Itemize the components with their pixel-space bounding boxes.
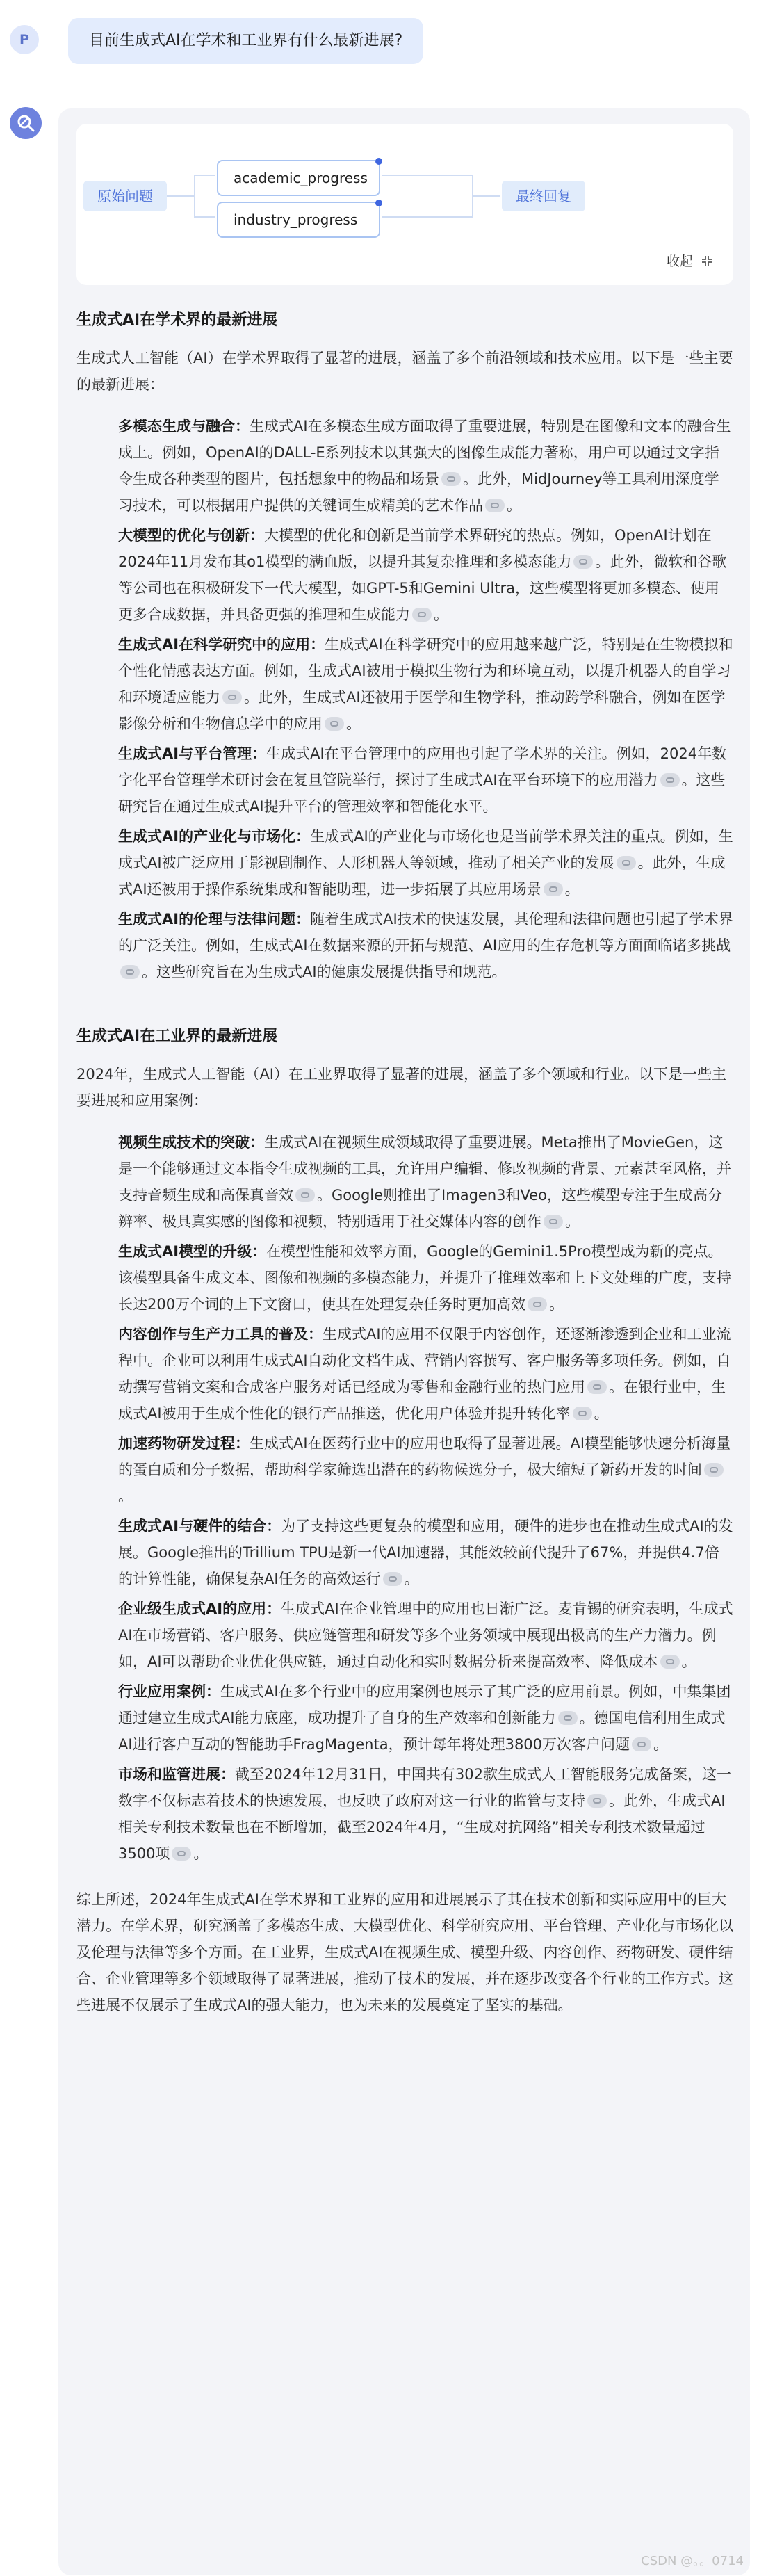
list-item-title: 视频生成技术的突破： [118,1134,264,1151]
node-final-reply[interactable]: 最终回复 [502,181,585,211]
list-item-text: 随着生成式AI技术的快速发展，其伦理和法律问题也引起了学术界的广泛关注。例如，生成式AI在数据来源的开拓与规范、AI应用的生存危机等方面面临诸多挑战 [118,911,733,954]
citation-link-icon[interactable] [172,1847,191,1861]
citation-link-icon[interactable] [573,1407,592,1420]
list-item-text-continued: 。此外，MidJourney等工具利用深度学习技术，可以根据用户提供的关键词生成精美的艺术作品 [118,471,719,514]
citation-link-icon[interactable] [587,1380,607,1394]
list-item: 行业应用案例：生成式AI在多个行业中的应用案例也展示了其广泛的应用前景。例如，中集集团通过建立生成式AI能力底座，成功提升了自身的生产效率和创新能力 。德国电信利用生成式AI进行客户互动的智能助手FragMagenta，预计每年将处理3800万次客户问题 。 [118,1683,731,1753]
list-item-text: 生成式AI的产业化与市场化也是当前学术界关注的重点。例如，生成式AI被广泛应用于影视剧制作、人形机器人等领域，推动了相关产业的发展 [118,828,733,871]
list-item-title: 生成式AI模型的升级： [118,1243,267,1260]
workflow-diagram [76,124,733,285]
list-item-text-continued: 。此外，微软和谷歌等公司也在积极研发下一代大模型，如GPT-5和Gemini Ultra，这些模型将更加多模态、使用更多合成数据，并具备更强的推理和生成能力 [118,553,727,623]
list-item-title: 加速药物研发过程： [118,1435,250,1452]
list-item: 市场和监管进展：截至2024年12月31日，中国共有302款生成式人工智能服务完成备案，这一数字不仅标志着技术的快速发展，也反映了政府对这一行业的监管与支持 。此外，生成式AI相关专利技术数量也在不断增加，截至2024年4月，“生成对抗网络”相关专利技术数量超过3500项 。 [118,1766,731,1862]
list-item-text-continued: 。此外，生成式AI相关专利技术数量也在不断增加，截至2024年4月，“生成对抗网络”相关专利技术数量超过3500项 [118,1792,726,1862]
citation-link-icon[interactable] [441,472,461,486]
list-item-text-continued: 。Google则推出了Imagen3和Veo，这些模型专注于生成高分辨率、极具真实感的图像和视频，特别适用于社交媒体内容的创作 [118,1187,722,1230]
list-item-text-continued: 。德国电信利用生成式AI进行客户互动的智能助手FragMagenta，预计每年将处理3800万次客户问题 [118,1710,726,1753]
assistant-avatar-icon [10,107,42,139]
citation-link-icon[interactable] [485,499,505,512]
answer-content [76,307,733,2018]
list-item-text: 生成式AI在企业管理中的应用也日渐广泛。麦肯锡的研究表明，生成式AI在市场营销、客户服务、供应链管理和研发等多个业务领域中展现出极高的生产力潜力。例如，AI可以帮助企业优化供应链，通过自动化和实时数据分析来提高效率、降低成本 [118,1601,733,1670]
list-item-title: 行业应用案例： [118,1683,220,1700]
list-item-title: 生成式AI的产业化与市场化： [118,828,311,845]
list-item-title: 生成式AI与硬件的结合： [118,1518,281,1534]
list-item-title: 内容创作与生产力工具的普及： [118,1326,323,1343]
list-item-text: 生成式AI在视频生成领域取得了重要进展。Meta推出了MovieGen，这是一个能够通过文本指令生成视频的工具，允许用户编辑、修改视频的背景、元素甚至风格，并支持音频生成和高保真音效 [118,1134,731,1204]
list-item-text-continued: 。这些研究旨在通过生成式AI提升平台的管理效率和智能化水平。 [118,772,726,815]
list-item-title: 生成式AI在科学研究中的应用： [118,636,325,653]
citation-link-icon[interactable] [660,1655,680,1669]
list-item-text: 生成式AI在多个行业中的应用案例也展示了其广泛的应用前景。例如，中集集团通过建立生成式AI能力底座，成功提升了自身的生产效率和创新能力 [118,1683,731,1726]
node-status-dot [375,200,382,206]
list-item-text: 生成式AI在科学研究中的应用越来越广泛，特别是在生物模拟和个性化情感表达方面。例如，生成式AI被用于模拟生物行为和环境互动，以提升机器人的自学习和环境适应能力 [118,636,733,706]
citation-link-icon[interactable] [632,1737,651,1751]
citation-link-icon[interactable] [587,1794,607,1808]
list-item-text: 截至2024年12月31日，中国共有302款生成式人工智能服务完成备案，这一数字不仅标志着技术的快速发展，也反映了政府对这一行业的监管与支持 [118,1766,731,1809]
collapse-label: 收起 [666,254,693,269]
list-item: 视频生成技术的突破：生成式AI在视频生成领域取得了重要进展。Meta推出了MovieGen，这是一个能够通过文本指令生成视频的工具，允许用户编辑、修改视频的背景、元素甚至风格，并支持音频生成和高保真音效 。Google则推出了Imagen3和Veo，这些模型专注于生成高分辨率、极具真实感的图像和视频，特别适用于社交媒体内容的创作 。 [118,1134,731,1230]
list-item-text: 在模型性能和效率方面，Google的Gemini1.5Pro模型成为新的亮点。该模型具备生成文本、图像和视频的多模态能力，并提升了推理效率和上下文处理的广度，支持长达200万个词的上下文窗口，使其在处理复杂任务时更加高效 [118,1243,731,1313]
user-message-row [10,18,423,64]
citation-link-icon[interactable] [412,608,432,622]
section-title-industry: 生成式AI在工业界的最新进展 [76,1028,278,1045]
node-industry-progress[interactable] [217,202,380,238]
citation-link-icon[interactable] [544,882,563,896]
workflow-connectors [76,124,733,285]
list-item-title: 市场和监管进展： [118,1766,235,1783]
citation-link-icon[interactable] [704,1463,724,1477]
citation-link-icon[interactable] [544,1215,563,1229]
node-academic-progress[interactable] [217,160,380,196]
summary-paragraph: 综上所述，2024年生成式AI在学术界和工业界的应用和进展展示了其在技术创新和实际应用中的巨大潜力。在学术界，研究涵盖了多模态生成、大模型优化、科学研究应用、平台管理、产业化与市场化以及伦理与法律等多个方面。在工业界，生成式AI在视频生成、模型升级、内容创作、药物研发、硬件结合、企业管理等多个领域取得了显著进展，推动了技术的发展，并在逐步改变各个行业的工作方式。这些进展不仅展示了生成式AI的强大能力，也为未来的发展奠定了坚实的基础。 [76,1891,733,2014]
industry-item-list [76,1129,733,1867]
list-item-text-continued: 。此外，生成式AI还被用于医学和生物学科，推动跨学科融合，例如在医学影像分析和生物信息学中的应用 [118,689,726,732]
user-question-bubble: 目前生成式AI在学术和工业界有什么最新进展? [68,18,423,64]
user-avatar: P [10,25,39,54]
section-intro-academic: 生成式人工智能（AI）在学术界取得了显著的进展，涵盖了多个前沿领域和技术应用。以下是一些主要的最新进展： [76,350,733,393]
collapse-icon [700,254,714,268]
list-item-text: 生成式AI的应用不仅限于内容创作，还逐渐渗透到企业和工业流程中。企业可以利用生成式AI自动化文档生成、营销内容撰写、客户服务等多项任务。例如，自动撰写营销文案和合成客户服务对话已经成为零售和金融行业的热门应用 [118,1326,731,1395]
citation-link-icon[interactable] [660,773,680,787]
section-intro-industry: 2024年，生成式人工智能（AI）在工业界取得了显著的进展，涵盖了多个领域和行业。以下是一些主要进展和应用案例： [76,1066,726,1109]
list-item-text-continued: 。在银行业中，生成式AI被用于生成个性化的银行产品推送，优化用户体验并提升转化率 [118,1379,726,1422]
list-item-title: 生成式AI与平台管理： [118,745,267,762]
list-item-text-continued: 。这些研究旨在为生成式AI的健康发展提供指导和规范。 [142,964,507,980]
list-item: 生成式AI模型的升级：在模型性能和效率方面，Google的Gemini1.5Pro模型成为新的亮点。该模型具备生成文本、图像和视频的多模态能力，并提升了推理效率和上下文处理的广度，支持长达200万个词的上下文窗口，使其在处理复杂任务时更加高效 。 [118,1243,731,1313]
citation-link-icon[interactable] [573,555,593,569]
section-title-academic: 生成式AI在学术界的最新进展 [76,311,278,329]
list-item: 大模型的优化与创新：大模型的优化和创新是当前学术界研究的热点。例如，OpenAI计划在2024年11月发布其o1模型的满血版，以提升其复杂推理和多模态能力 。此外，微软和谷歌等公司也在积极研发下一代大模型，如GPT-5和Gemini Ultra，这些模型将更加多模态、使用更多合成数据，并具备更强的推理和生成能力 。 [118,527,727,623]
citation-link-icon[interactable] [120,965,140,979]
list-item-title: 多模态生成与融合： [118,418,250,435]
list-item-text: 为了支持这些更复杂的模型和应用，硬件的进步也在推动生成式AI的发展。Google推出的Trillium TPU是新一代AI加速器，其能效较前代提升了67%，并提供4.7倍的计算性能，确保复杂AI任务的高效运行 [118,1518,733,1587]
node-academic-label: academic_progress [234,170,368,186]
list-item: 内容创作与生产力工具的普及：生成式AI的应用不仅限于内容创作，还逐渐渗透到企业和工业流程中。企业可以利用生成式AI自动化文档生成、营销内容撰写、客户服务等多项任务。例如，自动撰写营销文案和合成客户服务对话已经成为零售和金融行业的热门应用 。在银行业中，生成式AI被用于生成个性化的银行产品推送，优化用户体验并提升转化率 。 [118,1326,731,1422]
citation-link-icon[interactable] [222,690,242,704]
assistant-answer-card [58,108,750,2575]
list-item: 生成式AI在科学研究中的应用：生成式AI在科学研究中的应用越来越广泛，特别是在生物模拟和个性化情感表达方面。例如，生成式AI被用于模拟生物行为和环境互动，以提升机器人的自学习和环境适应能力 。此外，生成式AI还被用于医学和生物学科，推动跨学科融合，例如在医学影像分析和生物信息学中的应用 。 [118,636,733,732]
list-item [118,906,733,985]
list-item: 生成式AI的产业化与市场化：生成式AI的产业化与市场化也是当前学术界关注的重点。例如，生成式AI被广泛应用于影视剧制作、人形机器人等领域，推动了相关产业的发展 。此外，生成式AI还被用于操作系统集成和智能助理，进一步拓展了其应用场景 。 [118,828,733,898]
watermark: CSDN @。。0714 [641,2554,744,2568]
list-item-title: 企业级生成式AI的应用： [118,1601,281,1617]
list-item-text: 生成式AI在医药行业中的应用也取得了显著进展。AI模型能够快速分析海量的蛋白质和分子数据，帮助科学家筛选出潜在的药物候选分子，极大缩短了新药开发的时间 [118,1435,731,1478]
list-item: 企业级生成式AI的应用：生成式AI在企业管理中的应用也日渐广泛。麦肯锡的研究表明，生成式AI在市场营销、客户服务、供应链管理和研发等多个业务领域中展现出极高的生产力潜力。例如，AI可以帮助企业优化供应链，通过自动化和实时数据分析来提高效率、降低成本 。 [118,1601,733,1670]
list-item-title: 生成式AI的伦理与法律问题： [118,911,311,927]
node-industry-label: industry_progress [234,211,358,228]
list-item-text: 生成式AI在多模态生成方面取得了重要进展，特别是在图像和文本的融合生成上。例如，OpenAI的DALL-E系列技术以其强大的图像生成能力著称，用户可以通过文字指令生成各种类型的图片，包括想象中的物品和场景 [118,418,731,487]
citation-link-icon[interactable] [383,1572,402,1586]
citation-link-icon[interactable] [617,856,636,870]
list-item: 生成式AI与硬件的结合：为了支持这些更复杂的模型和应用，硬件的进步也在推动生成式AI的发展。Google推出的Trillium TPU是新一代AI加速器，其能效较前代提升了67%，并提供4.7倍的计算性能，确保复杂AI任务的高效运行 。 [118,1518,733,1587]
list-item [118,740,733,820]
list-item: 多模态生成与融合：生成式AI在多模态生成方面取得了重要进展，特别是在图像和文本的融合生成上。例如，OpenAI的DALL-E系列技术以其强大的图像生成能力著称，用户可以通过文字指令生成各种类型的图片，包括想象中的物品和场景 。此外，MidJourney等工具利用深度学习技术，可以根据用户提供的关键词生成精美的艺术作品 。 [118,418,731,514]
collapse-button[interactable] [667,251,714,270]
citation-link-icon[interactable] [325,717,344,731]
list-item: 加速药物研发过程：生成式AI在医药行业中的应用也取得了显著进展。AI模型能够快速分析海量的蛋白质和分子数据，帮助科学家筛选出潜在的药物候选分子，极大缩短了新药开发的时间。 [118,1435,731,1505]
list-item-title: 大模型的优化与创新： [118,527,264,544]
list-item-text: 大模型的优化和创新是当前学术界研究的热点。例如，OpenAI计划在2024年11月发布其o1模型的满血版，以提升其复杂推理和多模态能力 [118,527,712,570]
list-item-text: 生成式AI在平台管理中的应用也引起了学术界的关注。例如，2024年数字化平台管理学术研讨会在复旦管院举行，探讨了生成式AI在平台环境下的应用潜力 [118,745,727,788]
citation-link-icon[interactable] [295,1188,315,1202]
citation-link-icon[interactable] [528,1297,547,1311]
citation-link-icon[interactable] [558,1711,578,1725]
node-original-question[interactable]: 原始问题 [83,181,167,211]
list-item-text-continued: 。此外，生成式AI还被用于操作系统集成和智能助理，进一步拓展了其应用场景 [118,854,726,898]
academic-item-list [76,413,733,985]
node-status-dot [375,158,382,165]
